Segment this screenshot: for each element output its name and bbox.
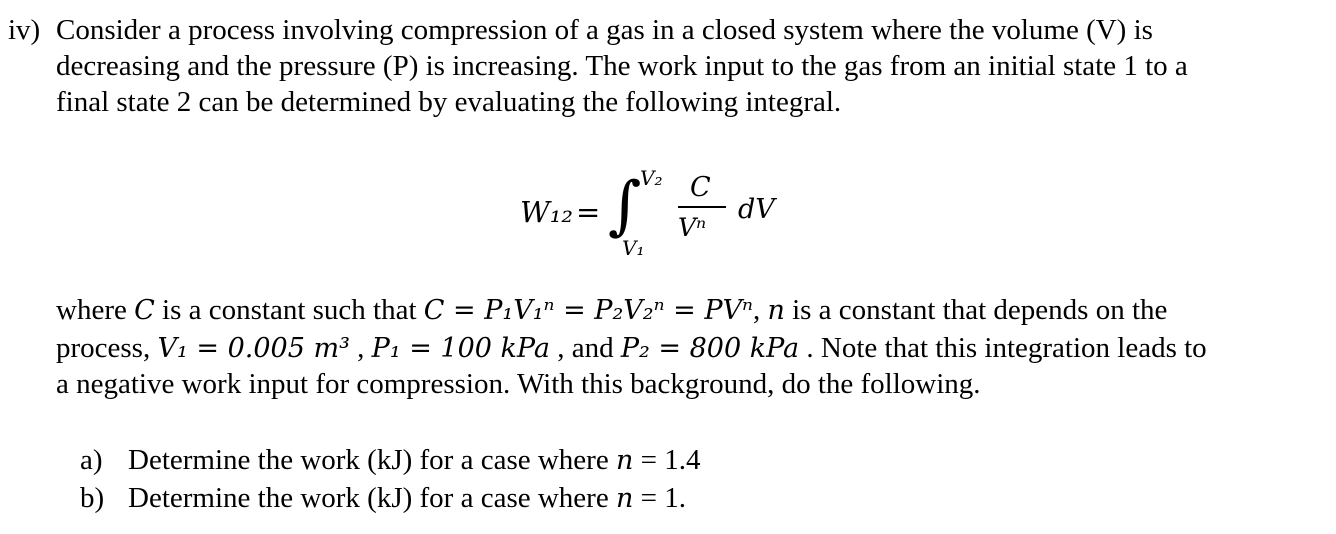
math-var: n — [615, 483, 634, 514]
text: is a constant such that — [154, 294, 424, 326]
text: , and — [549, 332, 621, 364]
question-value: = 1.4 — [633, 444, 701, 476]
fraction-bar — [678, 206, 726, 208]
question-text: Determine the work (kJ) for a case where — [128, 482, 616, 514]
text: , — [349, 332, 372, 364]
given-p2: P₂ = 800 kPa — [620, 333, 800, 364]
given-v1: V₁ = 0.005 m³ — [157, 333, 350, 364]
intro-line-3: final state 2 can be determined by evaluating the following integral. — [56, 86, 842, 118]
question-text: Determine the work (kJ) for a case where — [128, 444, 616, 476]
question-a — [80, 442, 700, 479]
text: , — [752, 294, 768, 326]
math-var: n — [767, 295, 785, 326]
integral-sign: ∫ — [608, 169, 642, 243]
differential: dV — [738, 194, 775, 225]
constant-relation: C = P₁V₁ⁿ = P₂V₂ⁿ = PVⁿ — [423, 295, 753, 326]
equation-equals: = — [576, 195, 601, 229]
text: is a constant that depends on the — [784, 294, 1168, 326]
question-label: b) — [80, 482, 105, 514]
intro-line-2: decreasing and the pressure (P) is increasing. The work input to the gas from an initial state 1 to a — [56, 50, 1188, 82]
integral-lower-limit: V₁ — [622, 236, 645, 260]
math-var: C — [134, 295, 155, 326]
intro-line-1: Consider a process involving compression of a gas in a closed system where the volume (V) is — [56, 14, 1153, 46]
where-line-2 — [56, 330, 1207, 367]
question-b — [80, 480, 686, 517]
equation-lhs: W₁₂ — [520, 195, 574, 229]
question-value: = 1. — [633, 482, 686, 514]
problem-number: iv) — [8, 14, 41, 46]
question-label: a) — [80, 444, 103, 476]
integral-upper-limit: V₂ — [640, 166, 663, 190]
math-var: n — [615, 445, 634, 476]
fraction-numerator: C — [690, 172, 711, 203]
where-line-3: a negative work input for compression. With this background, do the following. — [56, 368, 981, 400]
fraction-denominator: Vⁿ — [678, 213, 707, 242]
text: where — [56, 294, 135, 326]
where-line-1 — [56, 292, 1167, 329]
text: . Note that this integration leads to — [799, 332, 1207, 364]
given-p1: P₁ = 100 kPa — [371, 333, 550, 364]
work-integral-equation — [520, 160, 820, 270]
text: process, — [56, 332, 158, 364]
